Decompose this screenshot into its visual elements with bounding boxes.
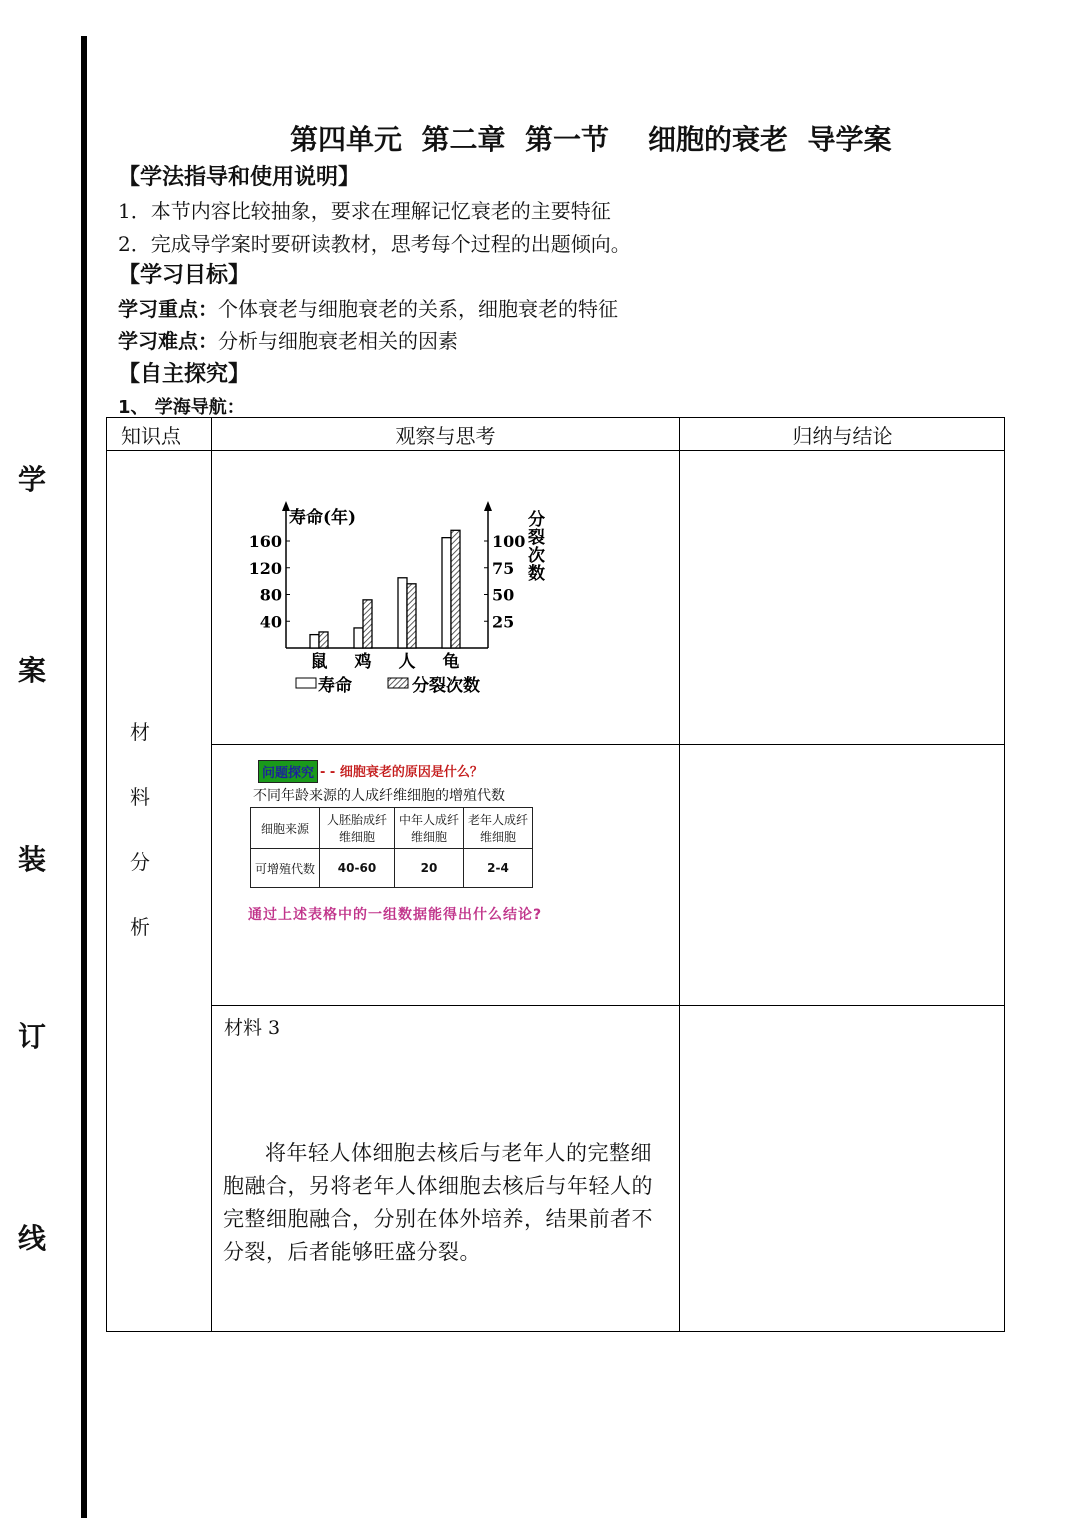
bar-division-2: [407, 584, 416, 648]
page-title: 第四单元 第二章 第一节 细胞的衰老 导学案: [290, 123, 892, 156]
left-axis-label: 寿命(年): [289, 508, 357, 528]
binding-char-1: 学: [18, 463, 47, 496]
material-label-3: 分: [130, 850, 150, 874]
material-label-4: 析: [130, 915, 150, 939]
explore-heading: 【自主探究】: [118, 362, 251, 387]
header-observe: 观察与思考: [395, 423, 496, 448]
focus-label: 学习重点：: [118, 297, 218, 321]
binding-char-5: 线: [18, 1222, 47, 1255]
cell-elderly-value: 2-4: [464, 849, 533, 888]
header-conclude: 归纳与结论: [792, 423, 893, 448]
bar-lifespan-3: [442, 538, 451, 648]
problem-dash: - -: [320, 765, 340, 780]
material3-text: 将年轻人体细胞去核后与老年人的完整细胞融合，另将老年人体细胞去核后与年轻人的完整细胞融合，分别在体外培养，结果前者不分裂，后者能够旺盛分裂。: [223, 1141, 653, 1264]
left-tick-label: 120: [248, 558, 282, 578]
header-row-line: [106, 450, 1005, 451]
category-label-1: 鸡: [354, 652, 372, 672]
header-knowledge: 知识点: [121, 423, 181, 448]
left-tick-label: 160: [248, 532, 282, 551]
difficulty-text: 分析与细胞衰老相关的因素: [218, 329, 458, 353]
right-tick-label: 50: [492, 585, 515, 605]
difficulty-label: 学习难点：: [118, 329, 218, 353]
cell-generations-label: 可增殖代数: [251, 849, 320, 888]
legend-division: 分裂次数: [412, 676, 480, 696]
lifespan-division-chart: [240, 495, 560, 710]
proliferation-table: [250, 807, 533, 888]
problem-table-caption: 不同年龄来源的人成纤维细胞的增殖代数: [253, 788, 505, 804]
difficulty-line: [118, 325, 458, 354]
cell-elderly: 老年人成纤维细胞: [464, 808, 533, 849]
legend-swatch-division: [388, 678, 408, 688]
problem-prompt: 通过上述表格中的一组数据能得出什么结论?: [248, 907, 543, 923]
right-axis-label-char-4: 数: [528, 564, 545, 584]
legend-lifespan: 寿命: [318, 676, 352, 696]
cell-embryo: 人胚胎成纤维细胞: [320, 808, 395, 849]
category-label-2: 人: [398, 652, 416, 672]
cell-middle-aged: 中年人成纤维细胞: [395, 808, 464, 849]
binding-char-3: 装: [18, 843, 47, 876]
problem-question-line: [320, 761, 483, 780]
col-divider-1: [106, 417, 212, 1332]
row-line-2: [212, 1005, 1005, 1006]
nav-heading: 1、 学海导航：: [118, 397, 245, 418]
bar-lifespan-2: [398, 578, 407, 648]
table-row: [251, 849, 533, 888]
category-label-3: 龟: [442, 652, 460, 672]
right-tick-label: 75: [492, 558, 515, 578]
row-line-1: [212, 744, 1005, 745]
problem-question: 细胞衰老的原因是什么？: [339, 765, 483, 780]
right-axis-label-char-2: 裂: [528, 528, 545, 548]
guide-item-2: 2．完成导学案时要研读教材，思考每个过程的出题倾向。: [118, 232, 631, 256]
right-tick-label: 100: [492, 532, 526, 551]
material3-label: 材料 3: [224, 1017, 281, 1039]
right-axis-label-char-3: 次: [528, 546, 545, 566]
bar-lifespan-0: [310, 635, 319, 648]
cell-source-label: 细胞来源: [251, 808, 320, 849]
bar-division-1: [363, 600, 372, 648]
guide-heading: 【学法指导和使用说明】: [118, 165, 361, 190]
goal-heading: 【学习目标】: [118, 263, 251, 288]
problem-tag: 问题探究: [258, 760, 318, 783]
binding-char-4: 订: [18, 1020, 47, 1053]
cell-embryo-value: 40-60: [320, 849, 395, 888]
bar-lifespan-1: [354, 628, 363, 648]
col-divider-2: [679, 417, 680, 1332]
material-label-2: 料: [130, 785, 150, 809]
category-label-0: 鼠: [310, 652, 328, 672]
table-row: [251, 808, 533, 849]
bar-division-0: [319, 632, 328, 648]
legend-swatch-lifespan: [296, 678, 316, 688]
focus-line: [118, 293, 618, 322]
guide-item-1: 1．本节内容比较抽象，要求在理解记忆衰老的主要特征: [118, 199, 611, 223]
cell-middle-value: 20: [395, 849, 464, 888]
right-axis-label-char-1: 分: [528, 510, 545, 530]
material-label-1: 材: [130, 720, 150, 744]
bar-division-3: [451, 530, 460, 648]
right-tick-label: 25: [492, 612, 515, 632]
left-tick-label: 40: [259, 612, 282, 632]
right-axis-arrow: [484, 501, 492, 511]
chart-legend: [296, 675, 480, 696]
binding-char-2: 案: [18, 654, 47, 687]
focus-text: 个体衰老与细胞衰老的关系，细胞衰老的特征: [218, 297, 618, 321]
left-tick-label: 80: [259, 585, 282, 605]
binding-margin-line: [81, 36, 87, 1518]
